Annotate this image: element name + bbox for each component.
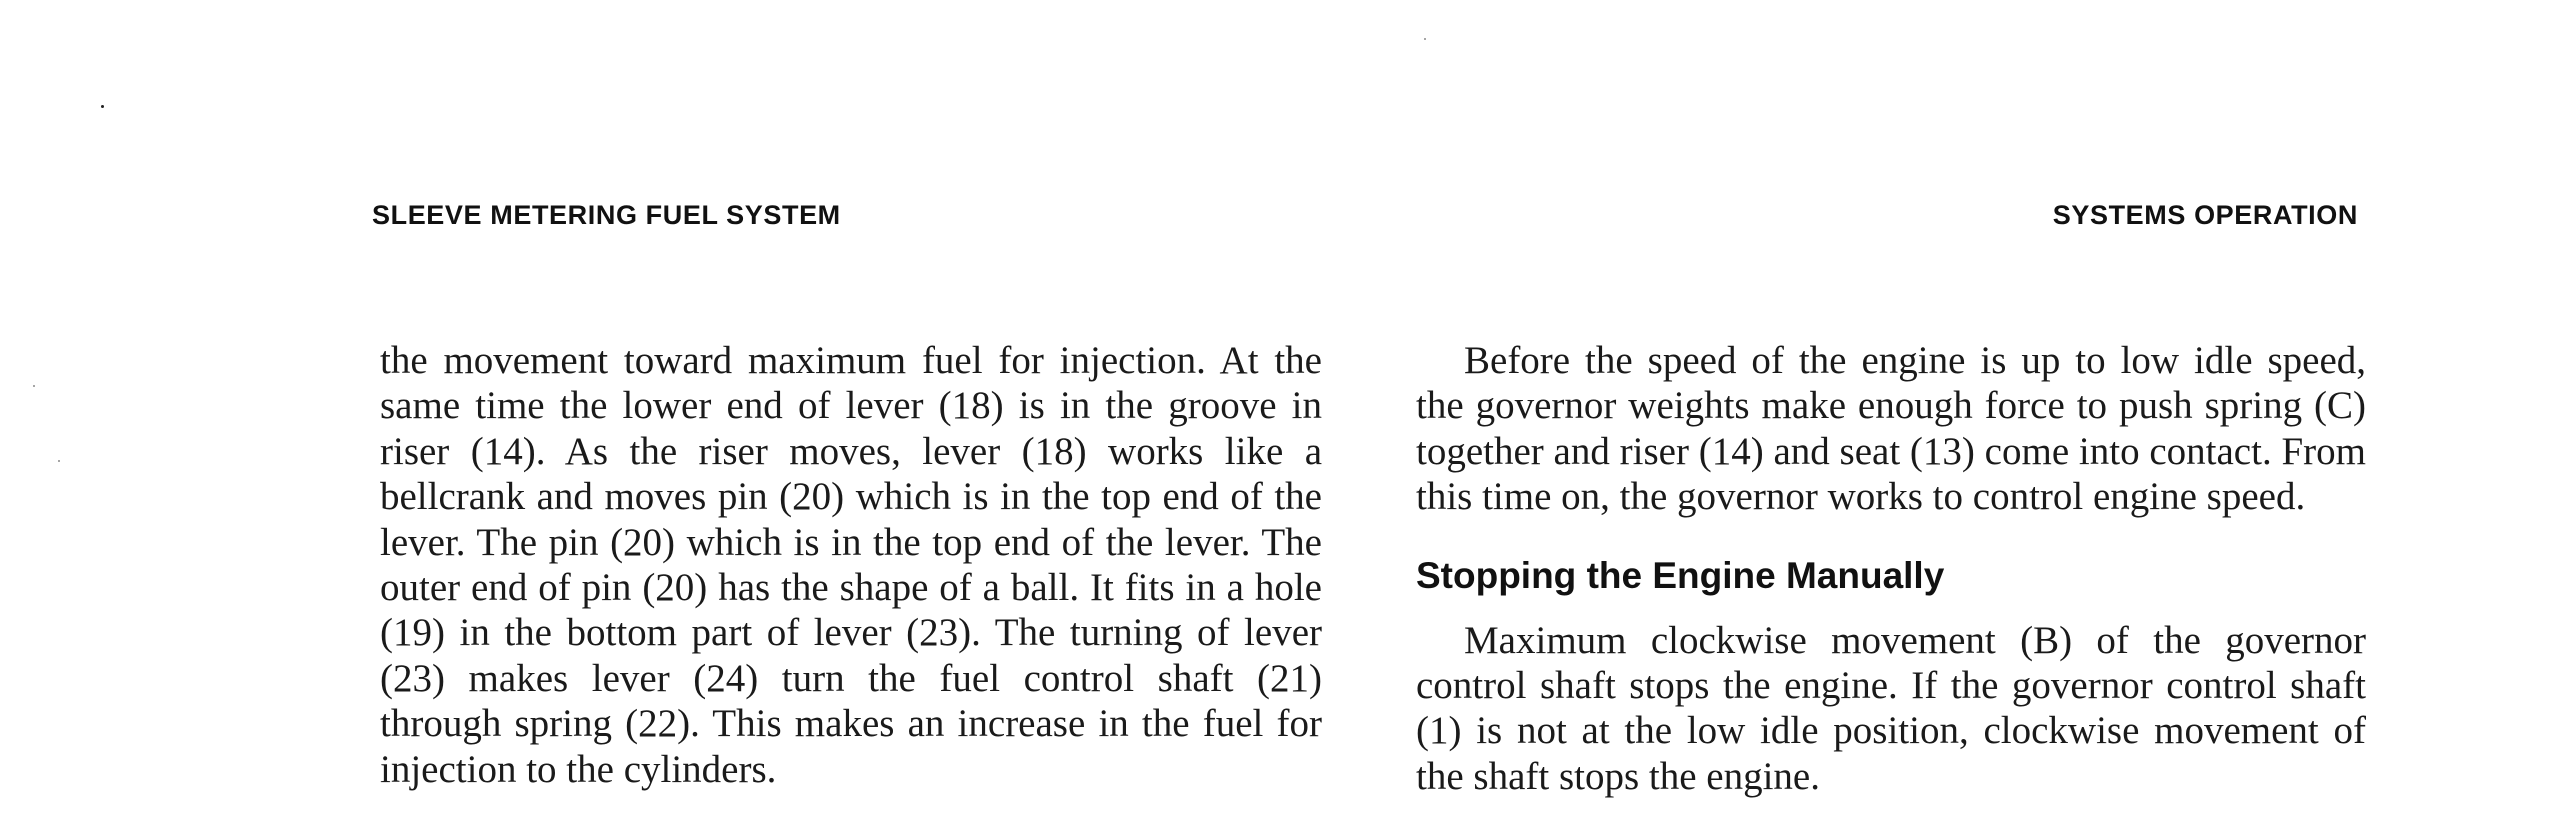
running-header-right: SYSTEMS OPERATION	[2052, 200, 2358, 230]
section-heading: Stopping the Engine Manually	[1416, 554, 1945, 596]
running-header-left: SLEEVE METERING FUEL SYSTEM	[372, 200, 841, 230]
scan-speck	[33, 385, 35, 387]
scan-speck	[58, 460, 60, 462]
scan-speck	[1424, 38, 1426, 40]
body-paragraph: Maximum clockwise movement (B) of the governor control shaft stops the engine. If the governor control shaft (1) is not at the low idle position, clockwise movement of the shaft stops the engine.	[1416, 618, 2366, 798]
scan-speck	[101, 105, 104, 108]
right-text-column	[1416, 338, 2366, 799]
body-paragraph: the movement toward maximum fuel for injection. At the same time the lower end of lever (18) is in the groove in riser (14). As the riser moves, lever (18) works like a bellcrank and moves pin (20) which is in the top end of the lever. The pin (20) which is in the top end of the lever. The outer end of pin (20) has the shape of a ball. It fits in a hole (19) in the bottom part of lever (23). The turning of lever (23) makes lever (24) turn the fuel control shaft (21) through spring (22). This makes an increase in the fuel for injection to the cylinders.	[380, 339, 1322, 791]
body-paragraph: Before the speed of the engine is up to low idle speed, the governor weights make enough force to push spring (C) together and riser (14) and seat (13) come into contact. From this time on, the governor works to control engine speed.	[1416, 339, 2366, 519]
left-text-column	[380, 338, 1322, 792]
